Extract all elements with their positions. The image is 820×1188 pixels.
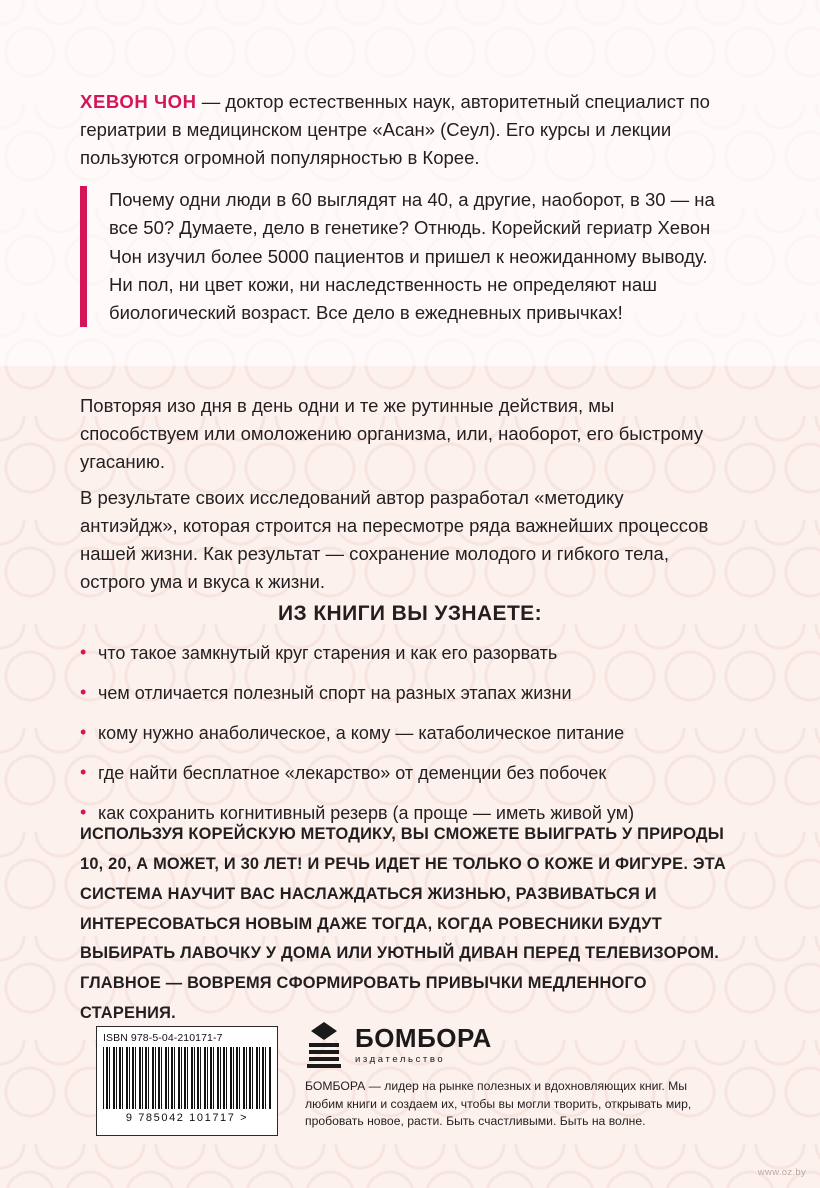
publisher-description: БОМБОРА — лидер на рынке полезных и вдохновляющих книг. Мы любим книги и создаем их, чтобы вы могли творить, открывать мир, пробовать новое, расти. Быть счастливыми. Быть на волне. <box>305 1079 692 1129</box>
site-watermark: www.oz.by <box>757 1167 806 1178</box>
publisher-logo-row <box>305 1022 725 1068</box>
closing-statement: ИСПОЛЬЗУЯ КОРЕЙСКУЮ МЕТОДИКУ, ВЫ СМОЖЕТЕ ВЫИГРАТЬ У ПРИРОДЫ 10, 20, А МОЖЕТ, И 30 ЛЕТ! И РЕЧЬ ИДЕТ НЕ ТОЛЬКО О КОЖЕ И ФИГУРЕ. ЭТА СИСТЕМА НАУЧИТ ВАС НАСЛАЖДАТЬСЯ ЖИЗНЬЮ, РАЗВИВАТЬСЯ И ИНТЕРЕСОВАТЬСЯ НОВЫМ ДАЖЕ ТОГДА, КОГДА РОВЕСНИКИ БУДУТ ВЫБИРАТЬ ЛАВОЧКУ У ДОМА ИЛИ УЮТНЫЙ ДИВАН ПЕРЕД ТЕЛЕВИЗОРОМ. ГЛАВНОЕ — ВОВРЕМЯ СФОРМИРОВАТЬ ПРИВЫЧКИ МЕДЛЕННОГО СТАРЕНИЯ. <box>80 825 726 1023</box>
list-item: • кому нужно анаболическое, а кому — катаболическое питание <box>80 720 740 747</box>
body-paragraph-2: В результате своих исследований автор разработал «методику антиэйдж», которая строится на пересмотре ряда важнейших процессов нашей жизни. Как результат — сохранение молодого и гибкого тела, острого ума и вкуса к жизни. <box>80 487 709 593</box>
publisher-name-group <box>355 1025 492 1065</box>
isbn-text: ISBN 978-5-04-210171-7 <box>103 1032 223 1044</box>
barcode <box>96 1026 278 1136</box>
author-intro-text: — доктор естественных наук, авторитетный специалист по гериатрии в медицинском центре «Асан» (Сеул). Его курсы и лекции пользуются огромной популярностью в Корее. <box>80 91 710 169</box>
barcode-bars <box>103 1047 271 1109</box>
body-paragraph-1: Повторяя изо дня в день одни и те же рутинные действия, мы способствуем или омоложению организма, или, наоборот, его быстрому угасанию. <box>80 395 704 473</box>
barcode-digits: 9 785042 101717 > <box>125 1112 249 1124</box>
list-item: • как сохранить когнитивный резерв (а проще — иметь живой ум) <box>80 800 740 827</box>
list-item: • что такое замкнутый круг старения и как его разорвать <box>80 640 740 667</box>
author-intro-block <box>80 88 752 172</box>
list-item: • чем отличается полезный спорт на разных этапах жизни <box>80 680 740 707</box>
publisher-subtitle: издательство <box>355 1054 446 1065</box>
publisher-name: БОМБОРА <box>355 1023 492 1053</box>
quote-text: Почему одни люди в 60 выглядят на 40, а другие, наоборот, в 30 — на все 50? Думаете, дело в генетике? Отнюдь. Корейский гериатр Хевон Чон изучил более 5000 пациентов и пришел к неожиданному выводу. Ни пол, ни цвет кожи, ни наследственность не определяют наш биологический возраст. Все дело в ежедневных привычках! <box>109 189 715 324</box>
quote-accent-bar <box>80 186 87 327</box>
pull-quote <box>80 186 720 327</box>
topics-list <box>80 640 740 840</box>
list-item: • где найти бесплатное «лекарство» от деменции без побочек <box>80 760 740 787</box>
publisher-block <box>305 1022 725 1131</box>
author-name: ХЕВОН ЧОН <box>80 91 197 112</box>
list-heading: ИЗ КНИГИ ВЫ УЗНАЕТЕ: <box>278 602 542 625</box>
bombora-logo-icon <box>305 1022 343 1068</box>
